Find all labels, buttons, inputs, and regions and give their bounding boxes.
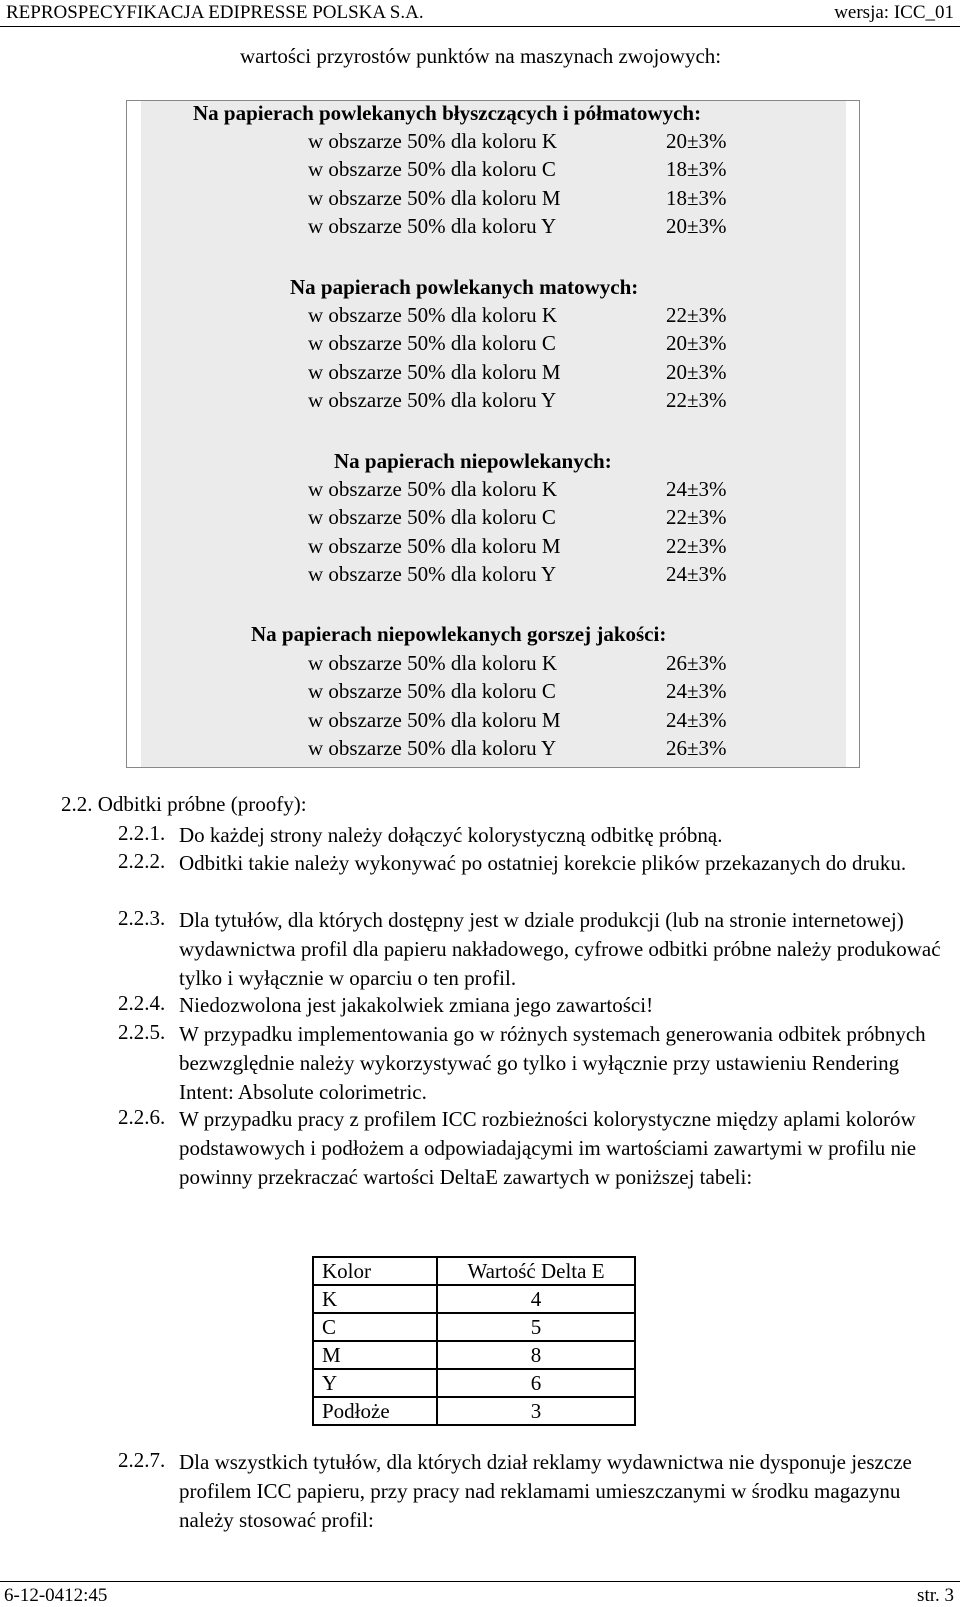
header-rule: [0, 26, 960, 27]
item-number: 2.2.2.: [118, 849, 166, 873]
item-number: 2.2.7.: [118, 1448, 166, 1472]
section-title: Na papierach powlekanych błyszczących i półmatowych:: [193, 101, 702, 125]
page-footer-left: 6-12-0412:45: [4, 1585, 108, 1606]
row-label: w obszarze 50% dla koloru M: [308, 186, 561, 210]
table-cell: 4: [437, 1285, 635, 1313]
row-label: w obszarze 50% dla koloru Y: [308, 562, 557, 586]
row-value: 22±3%: [666, 534, 727, 558]
row-value: 24±3%: [666, 562, 727, 586]
item-number: 2.2.1.: [118, 821, 166, 845]
row-label: w obszarze 50% dla koloru Y: [308, 214, 557, 238]
row-label: w obszarze 50% dla koloru K: [308, 651, 558, 675]
row-value: 26±3%: [666, 651, 727, 675]
item-number: 2.2.3.: [118, 906, 166, 930]
table-cell: C: [313, 1313, 437, 1341]
row-value: 22±3%: [666, 388, 727, 412]
row-value: 26±3%: [666, 736, 727, 760]
table-header-row: [313, 1257, 635, 1285]
row-label: w obszarze 50% dla koloru C: [308, 505, 556, 529]
table-cell: 8: [437, 1341, 635, 1369]
table-cell: Podłoże: [313, 1397, 437, 1425]
intro-text: wartości przyrostów punktów na maszynach zwojowych:: [240, 44, 722, 68]
table-cell: Y: [313, 1369, 437, 1397]
section-title: Na papierach niepowlekanych gorszej jakości:: [251, 622, 667, 646]
table-cell: 5: [437, 1313, 635, 1341]
row-value: 18±3%: [666, 186, 727, 210]
item-text: Dla wszystkich tytułów, dla których dział reklamy wydawnictwa nie dysponuje jeszcze profilem ICC papieru, przy pracy nad reklamami umieszczanymi w środku magazynu należy stosować profil:: [179, 1450, 912, 1532]
row-value: 20±3%: [666, 214, 727, 238]
item-number: 2.2.6.: [118, 1105, 166, 1129]
page-header-left: REPROSPECYFIKACJA EDIPRESSE POLSKA S.A.: [6, 2, 424, 23]
row-label: w obszarze 50% dla koloru C: [308, 331, 556, 355]
table-cell: M: [313, 1341, 437, 1369]
table-row: [313, 1313, 635, 1341]
table-row: [313, 1369, 635, 1397]
page-number: str. 3: [917, 1585, 954, 1606]
table-row: [313, 1341, 635, 1369]
item-text: W przypadku pracy z profilem ICC rozbieżności kolorystyczne między aplami kolorów podstawowych i podłożem a odpowiadającymi im wartościami zawartymi w profilu nie powinny przekraczać wartości DeltaE zawartych w poniższej tabeli:: [179, 1107, 917, 1189]
row-value: 20±3%: [666, 360, 727, 384]
item-number: 2.2.4.: [118, 991, 166, 1015]
row-value: 18±3%: [666, 157, 727, 181]
table-header-cell: Wartość Delta E: [437, 1257, 635, 1285]
table-row: [313, 1397, 635, 1425]
row-value: 22±3%: [666, 303, 727, 327]
table-row: [313, 1285, 635, 1313]
row-label: w obszarze 50% dla koloru Y: [308, 736, 557, 760]
row-value: 24±3%: [666, 477, 727, 501]
table-cell: 6: [437, 1369, 635, 1397]
item-text: Do każdej strony należy dołączyć kolorystyczną odbitkę próbną.: [179, 823, 723, 847]
table-header-cell: Kolor: [313, 1257, 437, 1285]
item-number: 2.2.5.: [118, 1020, 166, 1044]
row-label: w obszarze 50% dla koloru K: [308, 477, 558, 501]
item-text: Dla tytułów, dla których dostępny jest w dziale produkcji (lub na stronie internetowej) wydawnictwa profil dla papieru nakładowego, cyfrowe odbitki próbne należy produkować tylko i wyłącznie w oparciu o ten profil.: [179, 908, 941, 990]
row-label: w obszarze 50% dla koloru K: [308, 129, 558, 153]
footer-rule: [0, 1581, 960, 1582]
row-value: 20±3%: [666, 331, 727, 355]
row-label: w obszarze 50% dla koloru C: [308, 157, 556, 181]
section-heading: 2.2. Odbitki próbne (proofy):: [61, 792, 307, 816]
page-header-right: wersja: ICC_01: [834, 2, 954, 23]
row-label: w obszarze 50% dla koloru M: [308, 360, 561, 384]
table-cell: 3: [437, 1397, 635, 1425]
row-label: w obszarze 50% dla koloru Y: [308, 388, 557, 412]
table-cell: K: [313, 1285, 437, 1313]
row-label: w obszarze 50% dla koloru M: [308, 534, 561, 558]
item-text: Odbitki takie należy wykonywać po ostatniej korekcie plików przekazanych do druku.: [179, 851, 907, 875]
row-label: w obszarze 50% dla koloru M: [308, 708, 561, 732]
row-value: 20±3%: [666, 129, 727, 153]
row-label: w obszarze 50% dla koloru C: [308, 679, 556, 703]
row-value: 22±3%: [666, 505, 727, 529]
item-text: W przypadku implementowania go w różnych systemach generowania odbitek próbnych bezwzględnie należy wykorzystywać go tylko i wyłącznie przy ustawieniu Rendering Intent: Absolute colorimetric.: [179, 1022, 926, 1104]
section-title: Na papierach powlekanych matowych:: [290, 275, 639, 299]
row-value: 24±3%: [666, 708, 727, 732]
row-label: w obszarze 50% dla koloru K: [308, 303, 558, 327]
delta-e-table: [312, 1256, 636, 1426]
section-title: Na papierach niepowlekanych:: [334, 449, 612, 473]
row-value: 24±3%: [666, 679, 727, 703]
item-text: Niedozwolona jest jakakolwiek zmiana jego zawartości!: [179, 993, 654, 1017]
